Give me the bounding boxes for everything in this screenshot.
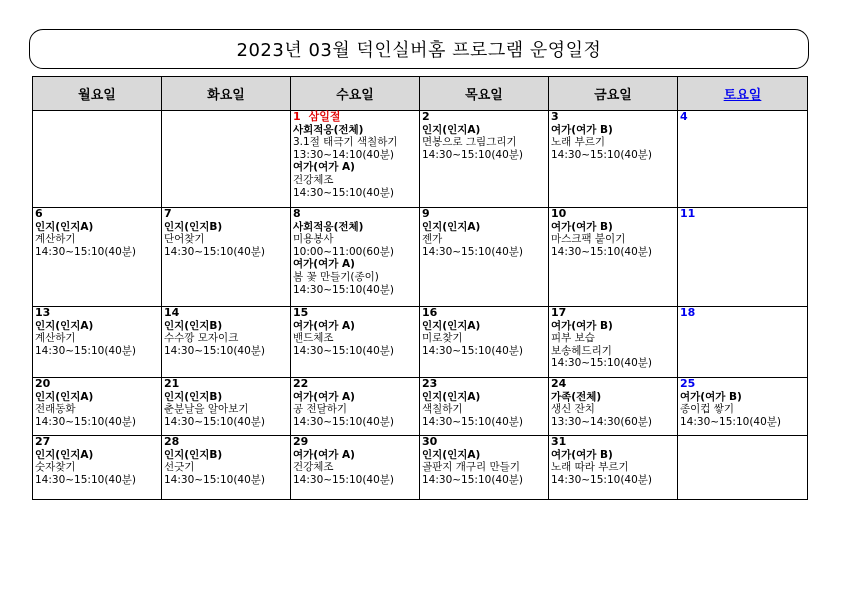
program-group: 여가(여가 B) <box>680 390 742 403</box>
program-time: 10:00~11:00(60분) <box>293 245 395 258</box>
day-number: 24 <box>551 377 567 390</box>
header-tue: 화요일 <box>162 77 291 111</box>
day-cell <box>162 378 291 436</box>
day-number: 21 <box>164 377 180 390</box>
day-cell <box>549 307 678 378</box>
day-cell <box>291 436 420 500</box>
day-cell <box>291 111 420 208</box>
program-activity: 생신 잔치 <box>551 403 595 416</box>
day-cell <box>549 208 678 307</box>
program-group: 인지(인지A) <box>422 319 481 332</box>
title-box <box>29 29 809 69</box>
program-time: 14:30~15:10(40분) <box>551 245 653 258</box>
week-row <box>33 307 808 378</box>
program-group: 여가(여가 B) <box>551 123 613 136</box>
day-cell <box>420 208 549 307</box>
program-activity: 전래동화 <box>35 403 76 416</box>
program-group: 여가(여가 B) <box>551 448 613 461</box>
program-group: 여가(여가 A) <box>293 448 355 461</box>
day-number: 2 <box>422 110 430 123</box>
day-number: 7 <box>164 207 172 220</box>
program-group: 인지(인지A) <box>35 319 94 332</box>
program-activity: 노래 따라 부르기 <box>551 461 629 474</box>
program-activity: 계산하기 <box>35 233 76 246</box>
week-row <box>33 378 808 436</box>
day-cell <box>549 436 678 500</box>
day-cell <box>33 111 162 208</box>
program-activity: 피부 보습 <box>551 332 595 345</box>
day-number: 31 <box>551 435 567 448</box>
program-time: 14:30~15:10(40분) <box>35 344 137 357</box>
program-time: 14:30~15:10(40분) <box>35 473 137 486</box>
week-row <box>33 436 808 500</box>
day-number: 27 <box>35 435 51 448</box>
program-time: 14:30~15:10(40분) <box>422 344 524 357</box>
day-number: 15 <box>293 306 309 319</box>
day-number: 1 삼일절 <box>293 110 341 123</box>
program-time: 14:30~15:10(40분) <box>422 415 524 428</box>
program-group: 여가(여가 A) <box>293 258 355 271</box>
day-cell <box>420 436 549 500</box>
day-cell <box>33 307 162 378</box>
program-activity: 숫자찾기 <box>35 461 76 474</box>
program-group: 여가(여가 B) <box>551 220 613 233</box>
program-activity: 마스크팩 붙이기 <box>551 233 626 246</box>
program-group: 사회적응(전체) <box>293 123 364 136</box>
program-group: 인지(인지B) <box>164 448 223 461</box>
program-time: 14:30~15:10(40분) <box>35 245 137 258</box>
day-cell <box>162 307 291 378</box>
day-cell <box>33 378 162 436</box>
day-number: 6 <box>35 207 43 220</box>
program-time: 14:30~15:10(40분) <box>164 473 266 486</box>
program-time: 13:30~14:30(60분) <box>551 415 653 428</box>
program-group: 여가(여가 A) <box>293 390 355 403</box>
program-time: 14:30~15:10(40분) <box>293 186 395 199</box>
program-activity: 건강체조 <box>293 173 334 186</box>
day-cell <box>291 208 420 307</box>
header-thu: 목요일 <box>420 77 549 111</box>
program-group: 인지(인지A) <box>422 123 481 136</box>
day-cell <box>678 436 808 500</box>
program-group: 인지(인지B) <box>164 220 223 233</box>
day-cell <box>678 307 808 378</box>
day-cell <box>33 436 162 500</box>
day-number: 22 <box>293 377 309 390</box>
day-cell <box>549 378 678 436</box>
day-cell <box>162 208 291 307</box>
program-time: 13:30~14:10(40분) <box>293 148 395 161</box>
day-number: 30 <box>422 435 438 448</box>
program-time: 14:30~15:10(40분) <box>164 415 266 428</box>
day-cell <box>33 208 162 307</box>
program-group: 여가(여가 A) <box>293 319 355 332</box>
day-number: 13 <box>35 306 51 319</box>
saturday-link[interactable]: 토요일 <box>723 88 762 103</box>
program-time: 14:30~15:10(40분) <box>164 245 266 258</box>
program-time: 14:30~15:10(40분) <box>680 415 782 428</box>
day-cell <box>420 378 549 436</box>
program-group: 여가(여가 A) <box>293 161 355 174</box>
page-title: 2023년 03월 덕인실버홈 프로그램 운영일정 <box>236 40 602 61</box>
day-number: 20 <box>35 377 51 390</box>
program-activity: 밴드체조 <box>293 332 334 345</box>
day-number: 18 <box>680 306 696 319</box>
day-cell <box>678 378 808 436</box>
program-group: 여가(여가 B) <box>551 319 613 332</box>
program-time: 14:30~15:10(40분) <box>293 283 395 296</box>
program-activity: 춘분날을 알아보기 <box>164 403 249 416</box>
day-cell <box>162 111 291 208</box>
day-cell <box>549 111 678 208</box>
program-time: 14:30~15:10(40분) <box>164 344 266 357</box>
program-time: 14:30~15:10(40분) <box>293 415 395 428</box>
program-activity: 건강체조 <box>293 461 334 474</box>
program-time: 14:30~15:10(40분) <box>422 473 524 486</box>
day-number: 17 <box>551 306 567 319</box>
day-number: 25 <box>680 377 696 390</box>
program-group: 인지(인지A) <box>422 448 481 461</box>
day-number: 9 <box>422 207 430 220</box>
day-cell <box>678 111 808 208</box>
program-group: 인지(인지A) <box>422 390 481 403</box>
program-activity: 미로찾기 <box>422 332 463 345</box>
program-time: 14:30~15:10(40분) <box>551 473 653 486</box>
day-cell <box>291 307 420 378</box>
header-mon: 월요일 <box>33 77 162 111</box>
program-group: 인지(인지B) <box>164 390 223 403</box>
day-cell <box>162 436 291 500</box>
program-group: 사회적응(전체) <box>293 220 364 233</box>
day-cell <box>291 378 420 436</box>
program-activity: 3.1절 태극기 색칠하기 <box>293 136 398 149</box>
schedule-table <box>32 76 808 500</box>
header-wed: 수요일 <box>291 77 420 111</box>
program-time: 14:30~15:10(40분) <box>293 473 395 486</box>
program-group: 인지(인지A) <box>35 390 94 403</box>
day-number: 3 <box>551 110 559 123</box>
day-number: 4 <box>680 110 688 123</box>
program-activity: 종이컵 쌓기 <box>680 403 735 416</box>
program-activity: 공 전달하기 <box>293 403 348 416</box>
holiday-name: 삼일절 <box>308 110 341 123</box>
day-cell <box>420 111 549 208</box>
day-number: 28 <box>164 435 180 448</box>
program-activity: 노래 부르기 <box>551 136 606 149</box>
program-time: 14:30~15:10(40분) <box>422 245 524 258</box>
day-number: 11 <box>680 207 696 220</box>
header-row <box>33 77 808 111</box>
day-number: 16 <box>422 306 438 319</box>
week-row <box>33 111 808 208</box>
program-activity: 면봉으로 그림그리기 <box>422 136 517 149</box>
program-activity: 수수깡 모자이크 <box>164 332 239 345</box>
day-number: 23 <box>422 377 438 390</box>
program-activity: 젠가 <box>422 233 443 246</box>
day-number: 10 <box>551 207 567 220</box>
program-group: 인지(인지B) <box>164 319 223 332</box>
program-group: 인지(인지A) <box>422 220 481 233</box>
day-number: 14 <box>164 306 180 319</box>
program-time: 14:30~15:10(40분) <box>551 148 653 161</box>
program-group: 가족(전체) <box>551 390 602 403</box>
day-number: 8 <box>293 207 301 220</box>
day-cell <box>420 307 549 378</box>
program-time: 14:30~15:10(40분) <box>35 415 137 428</box>
program-time: 14:30~15:10(40분) <box>422 148 524 161</box>
header-sat[interactable] <box>678 77 808 111</box>
day-cell <box>678 208 808 307</box>
program-activity: 단어찾기 <box>164 233 205 246</box>
program-activity: 색칠하기 <box>422 403 463 416</box>
header-fri: 금요일 <box>549 77 678 111</box>
program-group: 인지(인지A) <box>35 448 94 461</box>
program-activity: 선긋기 <box>164 461 195 474</box>
program-activity: 미용봉사 <box>293 233 334 246</box>
program-time: 14:30~15:10(40분) <box>293 344 395 357</box>
program-time: 14:30~15:10(40분) <box>551 357 653 370</box>
program-activity: 봄 꽃 만들기(종이) <box>293 270 379 283</box>
program-activity: 계산하기 <box>35 332 76 345</box>
program-activity: 보송헤드리기 <box>551 344 612 357</box>
day-number: 29 <box>293 435 309 448</box>
program-group: 인지(인지A) <box>35 220 94 233</box>
program-activity: 골판지 개구리 만들기 <box>422 461 520 474</box>
week-row <box>33 208 808 307</box>
